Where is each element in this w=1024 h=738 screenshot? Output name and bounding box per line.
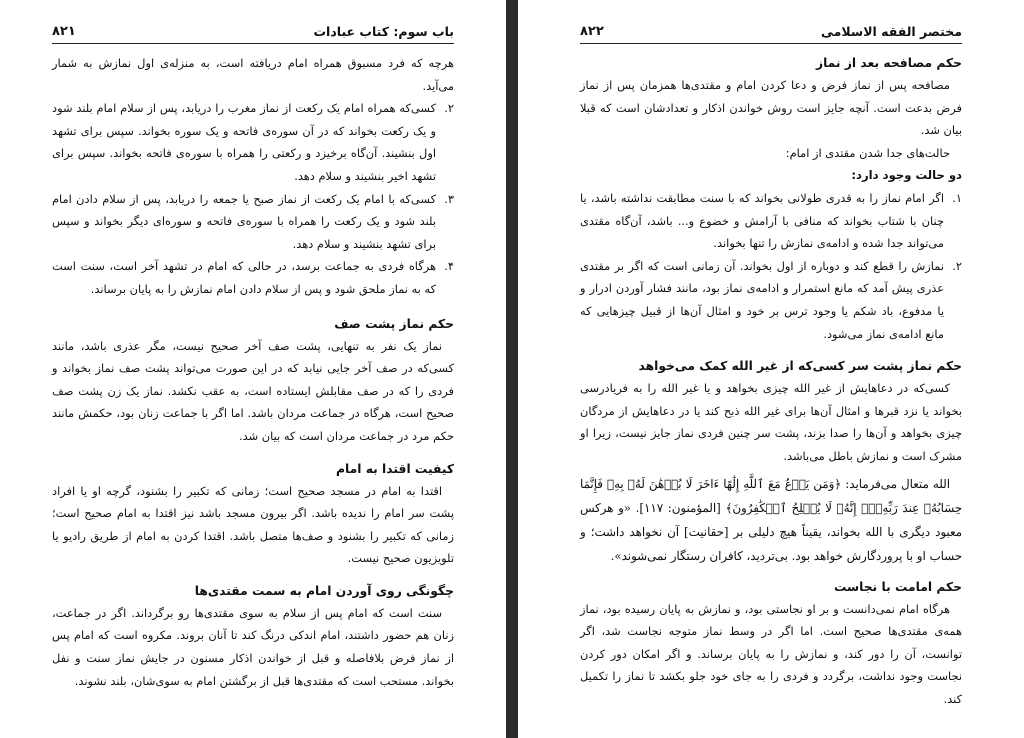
list-item-text: هرگاه فردی به جماعت برسد، در حالی که امام در تشهد آخر است، سنت است که به نماز ملحق شود و پس از سلام دادن امام نمازش را به پایان برساند. bbox=[52, 259, 436, 296]
list-item-number: ۲. bbox=[444, 101, 454, 116]
left-page-number: ۸۲۱ bbox=[52, 24, 76, 39]
left-header-rule bbox=[52, 43, 454, 44]
right-header-rule bbox=[580, 43, 962, 44]
right-page-number: ۸۲۲ bbox=[580, 24, 604, 39]
right-page-header bbox=[580, 24, 962, 44]
list-item bbox=[52, 188, 454, 256]
subheading-two-cases: دو حالت وجود دارد: bbox=[851, 168, 962, 183]
section-heading-imam-turning: چگونگی روی آوردن امام به سمت مقتدی‌ها bbox=[194, 583, 454, 598]
left-page-body bbox=[52, 52, 454, 692]
section-text-handshake: مصافحه پس از نماز فرض و دعا کردن امام و مقتدی‌ها همزمان پس از نماز فرض بدعت است. آنچه جایز است روش خواندن اذکار و تعدادشان است که قبلا بیان شد. bbox=[580, 78, 962, 138]
list-item-text: اگر امام نماز را به قدری طولانی بخواند که با سنت مطابقت نداشته باشد، یا چنان با شتاب بخواند که منافی با آرامش و خضوع و... باشد، آن‌گاه مقتدی می‌تواند جدا شده و ادامه‌ی نمازش را تنها بخواند. bbox=[580, 190, 944, 251]
list-item-text: کسی‌که با امام یک رکعت از نماز صبح یا جمعه را دریابد، پس از سلام دادن امام بلند شود و یک رکعت را همراه با سوره‌ی فاتحه و سوره‌ای دیگر بخواند و سپس برای تشهد بنشیند و سلام دهد. bbox=[52, 191, 436, 251]
quran-verse-paragraph: الله متعال می‌فرماید: ﴿وَمَن يَدۡعُ مَعَ ٱللَّهِ إِلَٰهًا ءَاخَرَ لَا بُرۡهَٰنَ لَهُۥ بِهِۦ فَإِنَّمَا حِسَابُهُۥ عِندَ رَبِّهِۦٓۚ إِنَّهُۥ لَا يُفۡلِحُ ٱلۡكَٰفِرُونَ﴾ [المؤمنون: ۱۱۷]. «و هرکس معبود دیگری با الله بخواند، یقیناً هیچ دلیلی بر [حقانیت] آن نخواهد داشت؛ و حساب او با پروردگارش خواهد بود. بی‌تردید، کافران رستگار نمی‌شوند». bbox=[580, 476, 963, 563]
list-item-number: ۳. bbox=[444, 191, 454, 206]
list-item-number: ۲. bbox=[952, 258, 962, 273]
section-heading-following-imam: کیفیت اقتدا به امام bbox=[335, 461, 454, 476]
list-item-text: نمازش را قطع کند و دوباره از اول بخواند. آن زمانی است که اگر بر مقتدی عذری پیش آمد که مانع استمرار و ادامه‌ی نماز بود، مانند فشار آوردن ادرار و یا مدفوع، باد شکم یا وجود ترس بر خود و امثال آن‌ها از قبیل چیزهایی که مانع ادامه‌ی نماز می‌شود. bbox=[580, 258, 944, 341]
right-page bbox=[518, 0, 1024, 738]
section-text-prayer-behind-row: نماز یک نفر به تنهایی، پشت صف آخر صحیح نیست، مگر عذری باشد، مانند کسی‌که در صف آخر جایی نیابد که در این صورت می‌تواند پشت صف نماز بخواند و فردی را که در صف مقابلش ایستاده است، به عقب نکشد. نماز یک زن پشت صف صحیح است، هرگاه در جماعت مردان باشد. اما اگر با جماعت زنان بود، حکمش مانند حکم مرد در جماعت مردان است که بیان شد. bbox=[52, 338, 454, 443]
section-heading-seeking-help: حکم نماز پشت سر کسی‌که از غیر الله کمک می‌خواهد bbox=[638, 359, 962, 374]
left-page bbox=[0, 0, 506, 738]
section-text-imam-turning: سنت است که امام پس از سلام به سوی مقتدی‌ها رو برگرداند. اگر در جماعت، زنان هم حضور داشتند، امام اندکی درنگ کند تا آنان بروند. مکروه است که امام پس از نماز فرض بلافاصله و قبل از خواندن اذکار مسنون در جایش نماز سنت و نفل بخواند. مستحب است که مقتدی‌ها قبل از برگشتن امام به سوی‌شان، بلند نشوند. bbox=[52, 605, 454, 688]
section-heading-impurity: حکم امامت با نجاست bbox=[833, 579, 962, 594]
section-text-seeking-help: کسی‌که در دعاهایش از غیر الله چیزی بخواهد و یا غیر الله را به فریادرسی بخواند یا نزد قبرها و امثال آن‌ها برای غیر الله ذبح کند یا در دعاهایش از مردگان چیزی بخواهد و آن‌ها را صدا بزند، پشت سر چنین فردی نماز جایز نیست، زیرا او مشرک است و نمازش باطل می‌باشد. bbox=[580, 381, 962, 463]
left-page-header bbox=[52, 24, 454, 44]
section-text-impurity: هرگاه امام نمی‌دانست و بر او نجاستی بود، و نمازش به پایان رسیده بود، نماز همه‌ی مقتدی‌ها صحیح است. اما اگر در وسط نماز متوجه نجاست شد، اگر توانست، آن را دور کند، و نمازش را به پایان برساند. و اگر امکان دور کردن نجاست وجود نداشت، برگردد و فردی را به جای خود جلو بکشد تا نماز را تکمیل کند. bbox=[580, 601, 962, 706]
section-heading-prayer-behind-row: حکم نماز پشت صف bbox=[334, 316, 454, 331]
list-item bbox=[52, 255, 454, 300]
list-item bbox=[580, 255, 962, 345]
list-item-number: ۱. bbox=[952, 190, 962, 205]
list-item bbox=[580, 187, 962, 255]
section-text-separation: حالت‌های جدا شدن مقتدی از امام: bbox=[785, 145, 950, 160]
section-text-following-imam: اقتدا به امام در مسجد صحیح است؛ زمانی که تکبیر را بشنود، گرچه او یا افراد پشت سر امام را ندیده باشد. اگر بیرون مسجد باشد نیز اقتدا به امام صحیح است؛ زمانی که تکبیر را بشنود و صف‌ها متصل باشد. اقتدا کردن به امام از طریق رادیو یا تلویزیون صحیح نیست. bbox=[52, 483, 454, 566]
list-item bbox=[52, 97, 454, 187]
right-page-body bbox=[580, 52, 962, 710]
intro-paragraph: هرچه که فرد مسبوق همراه امام دریافته است، به منزله‌ی اول نمازش به شمار می‌آید. bbox=[52, 56, 454, 93]
list-item-text: کسی‌که همراه امام یک رکعت از نماز مغرب را دریابد، پس از سلام امام بلند شود و یک رکعت بخواند که در آن سوره‌ی فاتحه و یک سوره بخواند. سپس برای تشهد اول بنشیند. آن‌گاه برخیزد و رکعتی را همراه با سوره‌ی فاتحه بخواند. سپس برای تشهد اخیر بنشیند و سلام دهد. bbox=[52, 101, 436, 183]
section-heading-handshake: حکم مصافحه بعد از نماز bbox=[815, 56, 962, 70]
right-header-title: مختصر الفقه الاسلامی bbox=[821, 24, 962, 39]
left-header-title: باب سوم: کتاب عبادات bbox=[313, 24, 454, 39]
book-gutter bbox=[506, 0, 518, 738]
list-item-number: ۴. bbox=[444, 259, 454, 274]
